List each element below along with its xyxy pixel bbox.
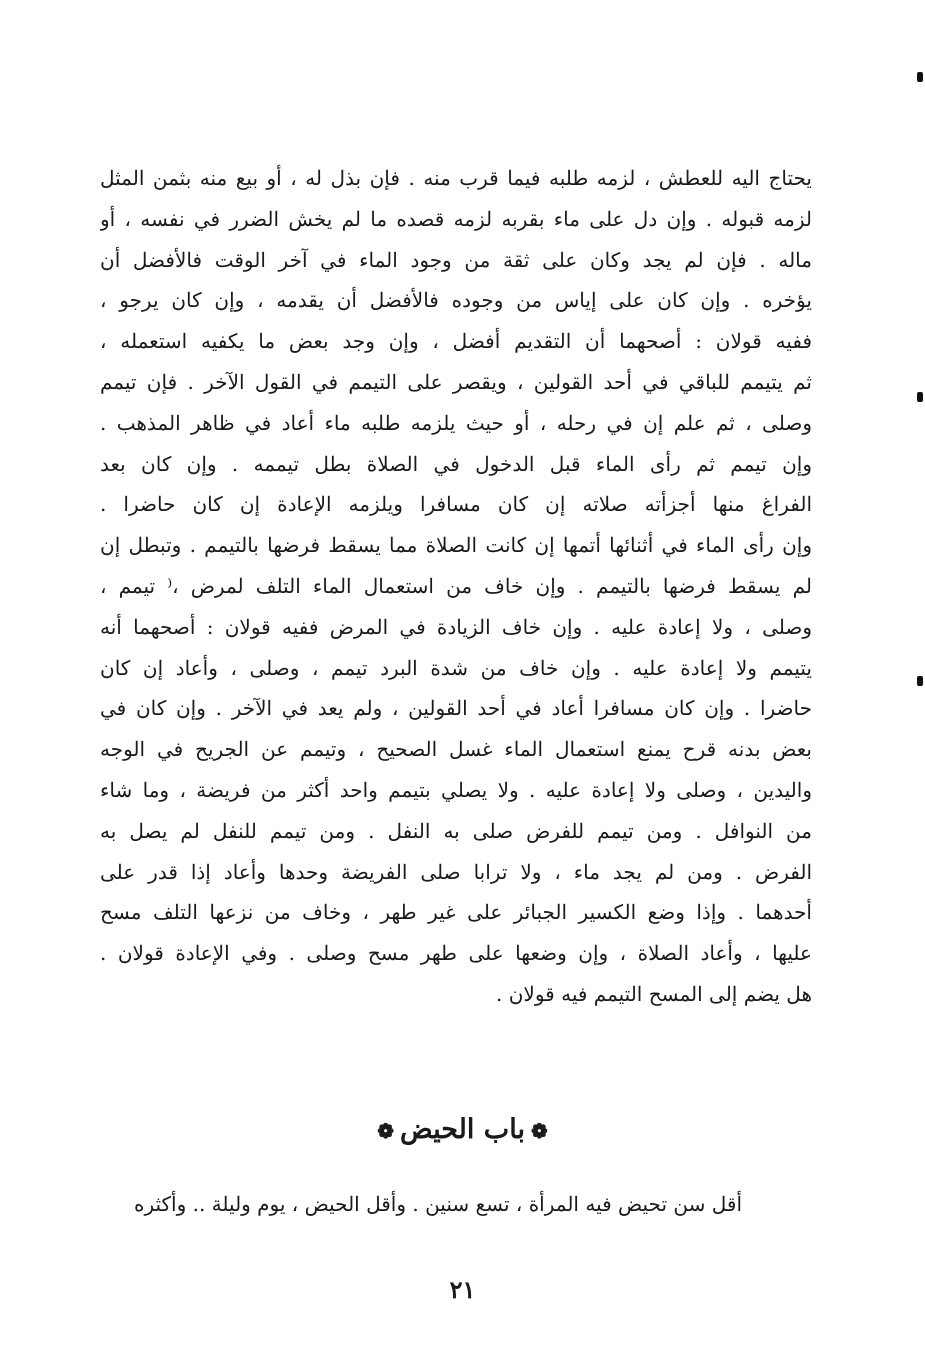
body-line: يحتاج اليه للعطش ، لزمه طلبه فيما قرب منه . فإن بذل له ، أو بيع منه بثمن المثل	[100, 166, 812, 190]
body-line: بعض بدنه قرح يمنع استعمال الماء غسل الصحيح ، وتيمم عن الجريح في الوجه	[100, 737, 812, 762]
body-line: الفرض . ومن لم يجد ماء ، ولا ترابا صلى الفريضة وحدها وأعاد إذا قدر على	[100, 859, 812, 884]
body-line: ماله . فإن لم يجد وكان على ثقة من وجود الماء في آخر الوقت فالأفضل أن	[100, 247, 812, 272]
body-line: لزمه قبوله . وإن دل على ماء بقربه لزمه قصده ما لم يخش الضرر في نفسه ، أو	[100, 206, 812, 231]
body-line: يتيمم ولا إعادة عليه . وإن خاف من شدة البرد تيمم ، وصلى ، وأعاد إن كان	[100, 655, 812, 680]
body-line: وإن رأى الماء في أثنائها أتمها إن كانت الصلاة مما يسقط فرضها بالتيمم . وتبطل إن	[100, 533, 812, 558]
body-line: وصلى ، ثم علم إن في رحله ، أو حيث يلزمه طلبه ماء أعاد في ظاهر المذهب .	[100, 410, 812, 435]
page-number: ٢١	[449, 1275, 476, 1304]
section-first-line: أقل سن تحيض فيه المرأة ، تسع سنين . وأقل الحيض ، يوم وليلة .. وأكثره	[133, 1192, 742, 1216]
body-line: ففيه قولان : أصحهما أن التقديم أفضل ، وإن وجد بعض ما يكفيه استعمله ،	[100, 329, 812, 354]
body-line: من النوافل . ومن تيمم للفرض صلى به النفل . ومن تيمم للنفل لم يصل به	[100, 818, 812, 843]
body-line: لم يسقط فرضها بالتيمم . وإن خاف من استعمال الماء التلف لمرض ،⁽ تيمم ،	[100, 573, 812, 598]
body-line: وإن تيمم ثم رأى الماء قبل الدخول في الصلاة بطل تيممه . وإن كان بعد	[100, 451, 812, 476]
section-title: باب الحيض	[400, 1114, 525, 1145]
body-line: الفراغ منها أجزأته صلاته إن كان مسافرا ويلزمه الإعادة إن كان حاضرا .	[100, 492, 812, 517]
body-line: أحدهما . وإذا وضع الكسير الجبائر على غير طهر ، وخاف من نزعها التلف مسح	[100, 900, 812, 925]
ornament-icon: ❁	[377, 1118, 395, 1143]
body-line: حاضرا . وإن كان مسافرا أعاد في أحد القولين ، ولم يعد في الآخر . وإن كان في	[100, 696, 812, 721]
body-line: واليدين ، وصلى ولا إعادة عليه . ولا يصلي بتيمم واحد أكثر من فريضة ، وما شاء	[100, 777, 812, 802]
edge-mark	[917, 676, 923, 686]
body-line: يؤخره . وإن كان على إياس من وجوده فالأفضل أن يقدمه ، وإن كان يرجو ،	[100, 288, 812, 313]
edge-mark	[917, 72, 923, 82]
body-line: عليها ، وأعاد الصلاة ، وإن وضعها على طهر مسح وصلى . وفي الإعادة قولان .	[100, 941, 812, 966]
ornament-icon: ❁	[530, 1118, 548, 1143]
body-line: ثم يتيمم للباقي في أحد القولين ، ويقصر على التيمم في القول الآخر . فإن تيمم	[100, 369, 812, 394]
section-heading	[0, 1104, 925, 1157]
body-line: وصلى ، ولا إعادة عليه . وإن خاف الزيادة في المرض ففيه قولان : أصحهما أنه	[100, 614, 812, 639]
body-line: هل يضم إلى المسح التيمم فيه قولان .	[496, 981, 812, 1006]
body-text	[100, 158, 812, 1015]
edge-mark	[917, 392, 923, 402]
